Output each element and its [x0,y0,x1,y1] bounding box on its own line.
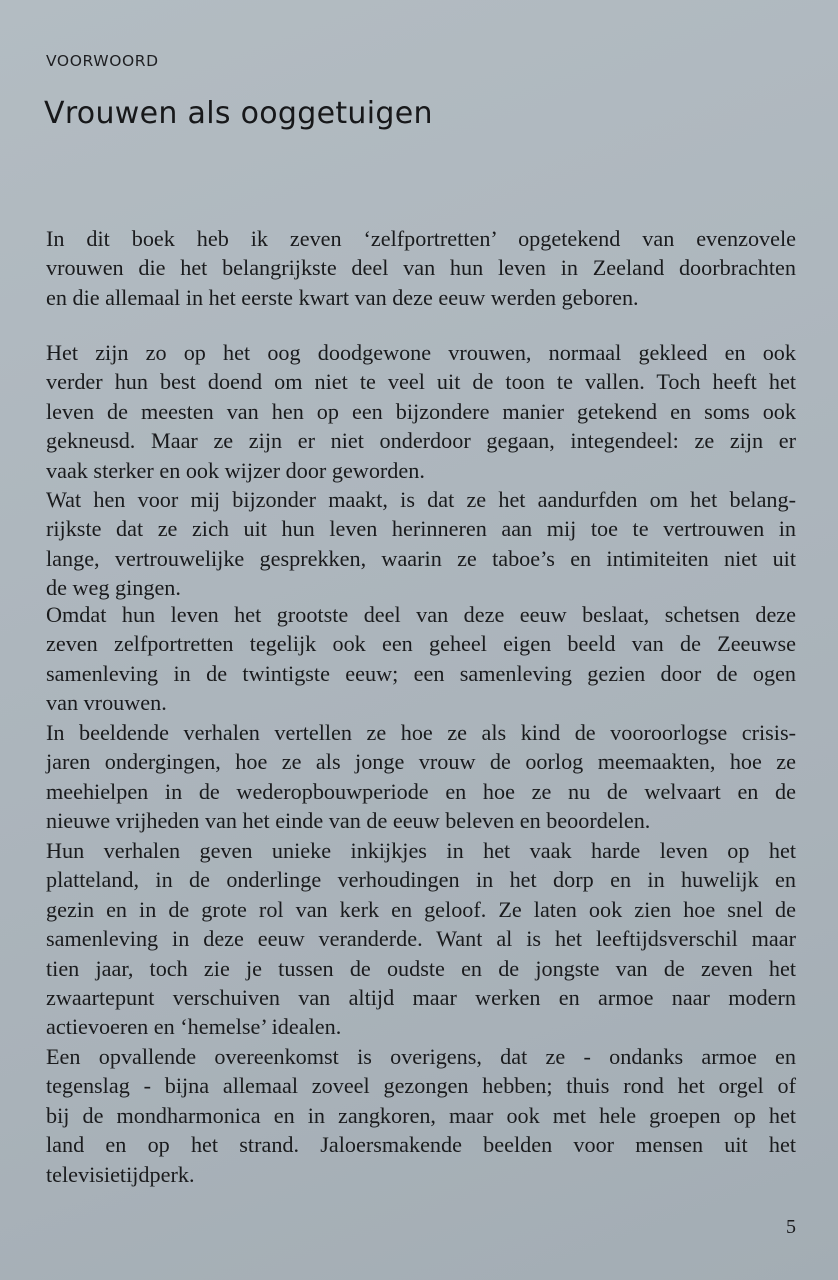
paragraph-6 [46,836,796,1042]
text-line: zwaartepunt verschuiven van altijd maar werken en armoe naar modern [46,984,796,1010]
text-line: meehielpen in de wederopbouwperiode en hoe ze nu de welvaart en de [46,778,796,804]
text-line: land en op het strand. Jaloersmakende beelden voor mensen uit het [46,1132,796,1158]
section-label: VOORWOORD [46,52,159,70]
text-line: vaak sterker en ook wijzer door geworden. [46,457,425,483]
text-line: leven de meesten van hen op een bijzondere manier getekend en soms ook [46,398,796,424]
text-line: zeven zelfportretten tegelijk ook een geheel eigen beeld van de Zeeuwse [46,631,796,657]
text-line: lange, vertrouwelijke gesprekken, waarin ze taboe’s en intimiteiten niet uit [46,545,796,571]
text-line: Hun verhalen geven unieke inkijkjes in het vaak harde leven op het [46,838,796,863]
text-line: Wat hen voor mij bijzonder maakt, is dat ze het aandurfden om het belang- [46,487,796,512]
text-line: gekneusd. Maar ze zijn er niet onderdoor gegaan, integendeel: ze zijn er [46,428,796,454]
text-line: en die allemaal in het eerste kwart van deze eeuw werden geboren. [46,284,639,310]
text-line: samenleving in de twintigste eeuw; een samenleving gezien door de ogen [46,660,796,686]
text-line: televisietijdperk. [46,1161,195,1187]
text-line: jaren ondergingen, hoe ze als jonge vrouw de oorlog meemaakten, hoe ze [46,749,796,775]
text-line: platteland, in de onderlinge verhoudingen in het dorp en in huwelijk en [46,867,796,893]
text-line: tien jaar, toch zie je tussen de oudste en de jongste van de zeven het [46,955,796,981]
text-line: samenleving in deze eeuw veranderde. Want al is het leeftijdsverschil maar [46,926,796,952]
text-line: In dit boek heb ik zeven ‘zelfportretten’ opgetekend van evenzovele [46,226,796,251]
text-line: rijkste dat ze zich uit hun leven herinneren aan mij toe te vertrouwen in [46,516,796,542]
paragraph-1 [46,224,796,312]
paragraph-4 [46,600,796,718]
paragraph-2 [46,338,796,485]
text-line: vrouwen die het belangrijkste deel van hun leven in Zeeland doorbrachten [46,255,796,281]
page-title: Vrouwen als ooggetuigen [44,96,433,131]
paragraph-7 [46,1042,796,1189]
text-line: tegenslag - bijna allemaal zoveel gezongen hebben; thuis rond het orgel of [46,1073,796,1099]
text-line: de weg gingen. [46,575,181,601]
text-line: van vrouwen. [46,690,167,716]
text-line: Omdat hun leven het grootste deel van deze eeuw beslaat, schetsen deze [46,602,796,627]
page-number: 5 [786,1216,796,1238]
paragraph-3 [46,485,796,603]
text-line: nieuwe vrijheden van het einde van de eeuw beleven en beoordelen. [46,808,651,834]
text-line: actievoeren en ‘hemelse’ idealen. [46,1014,342,1040]
text-line: gezin en in de grote rol van kerk en geloof. Ze laten ook zien hoe snel de [46,896,796,922]
text-line: Het zijn zo op het oog doodgewone vrouwen, normaal gekleed en ook [46,340,796,365]
text-line: bij de mondharmonica en in zangkoren, maar ook met hele groepen op het [46,1102,796,1128]
text-line: verder hun best doend om niet te veel uit de toon te vallen. Toch heeft het [46,369,796,395]
text-line: Een opvallende overeenkomst is overigens, dat ze - ondanks armoe en [46,1044,796,1069]
text-line: In beeldende verhalen vertellen ze hoe ze als kind de vooroorlogse crisis- [46,720,796,745]
paragraph-5 [46,718,796,836]
